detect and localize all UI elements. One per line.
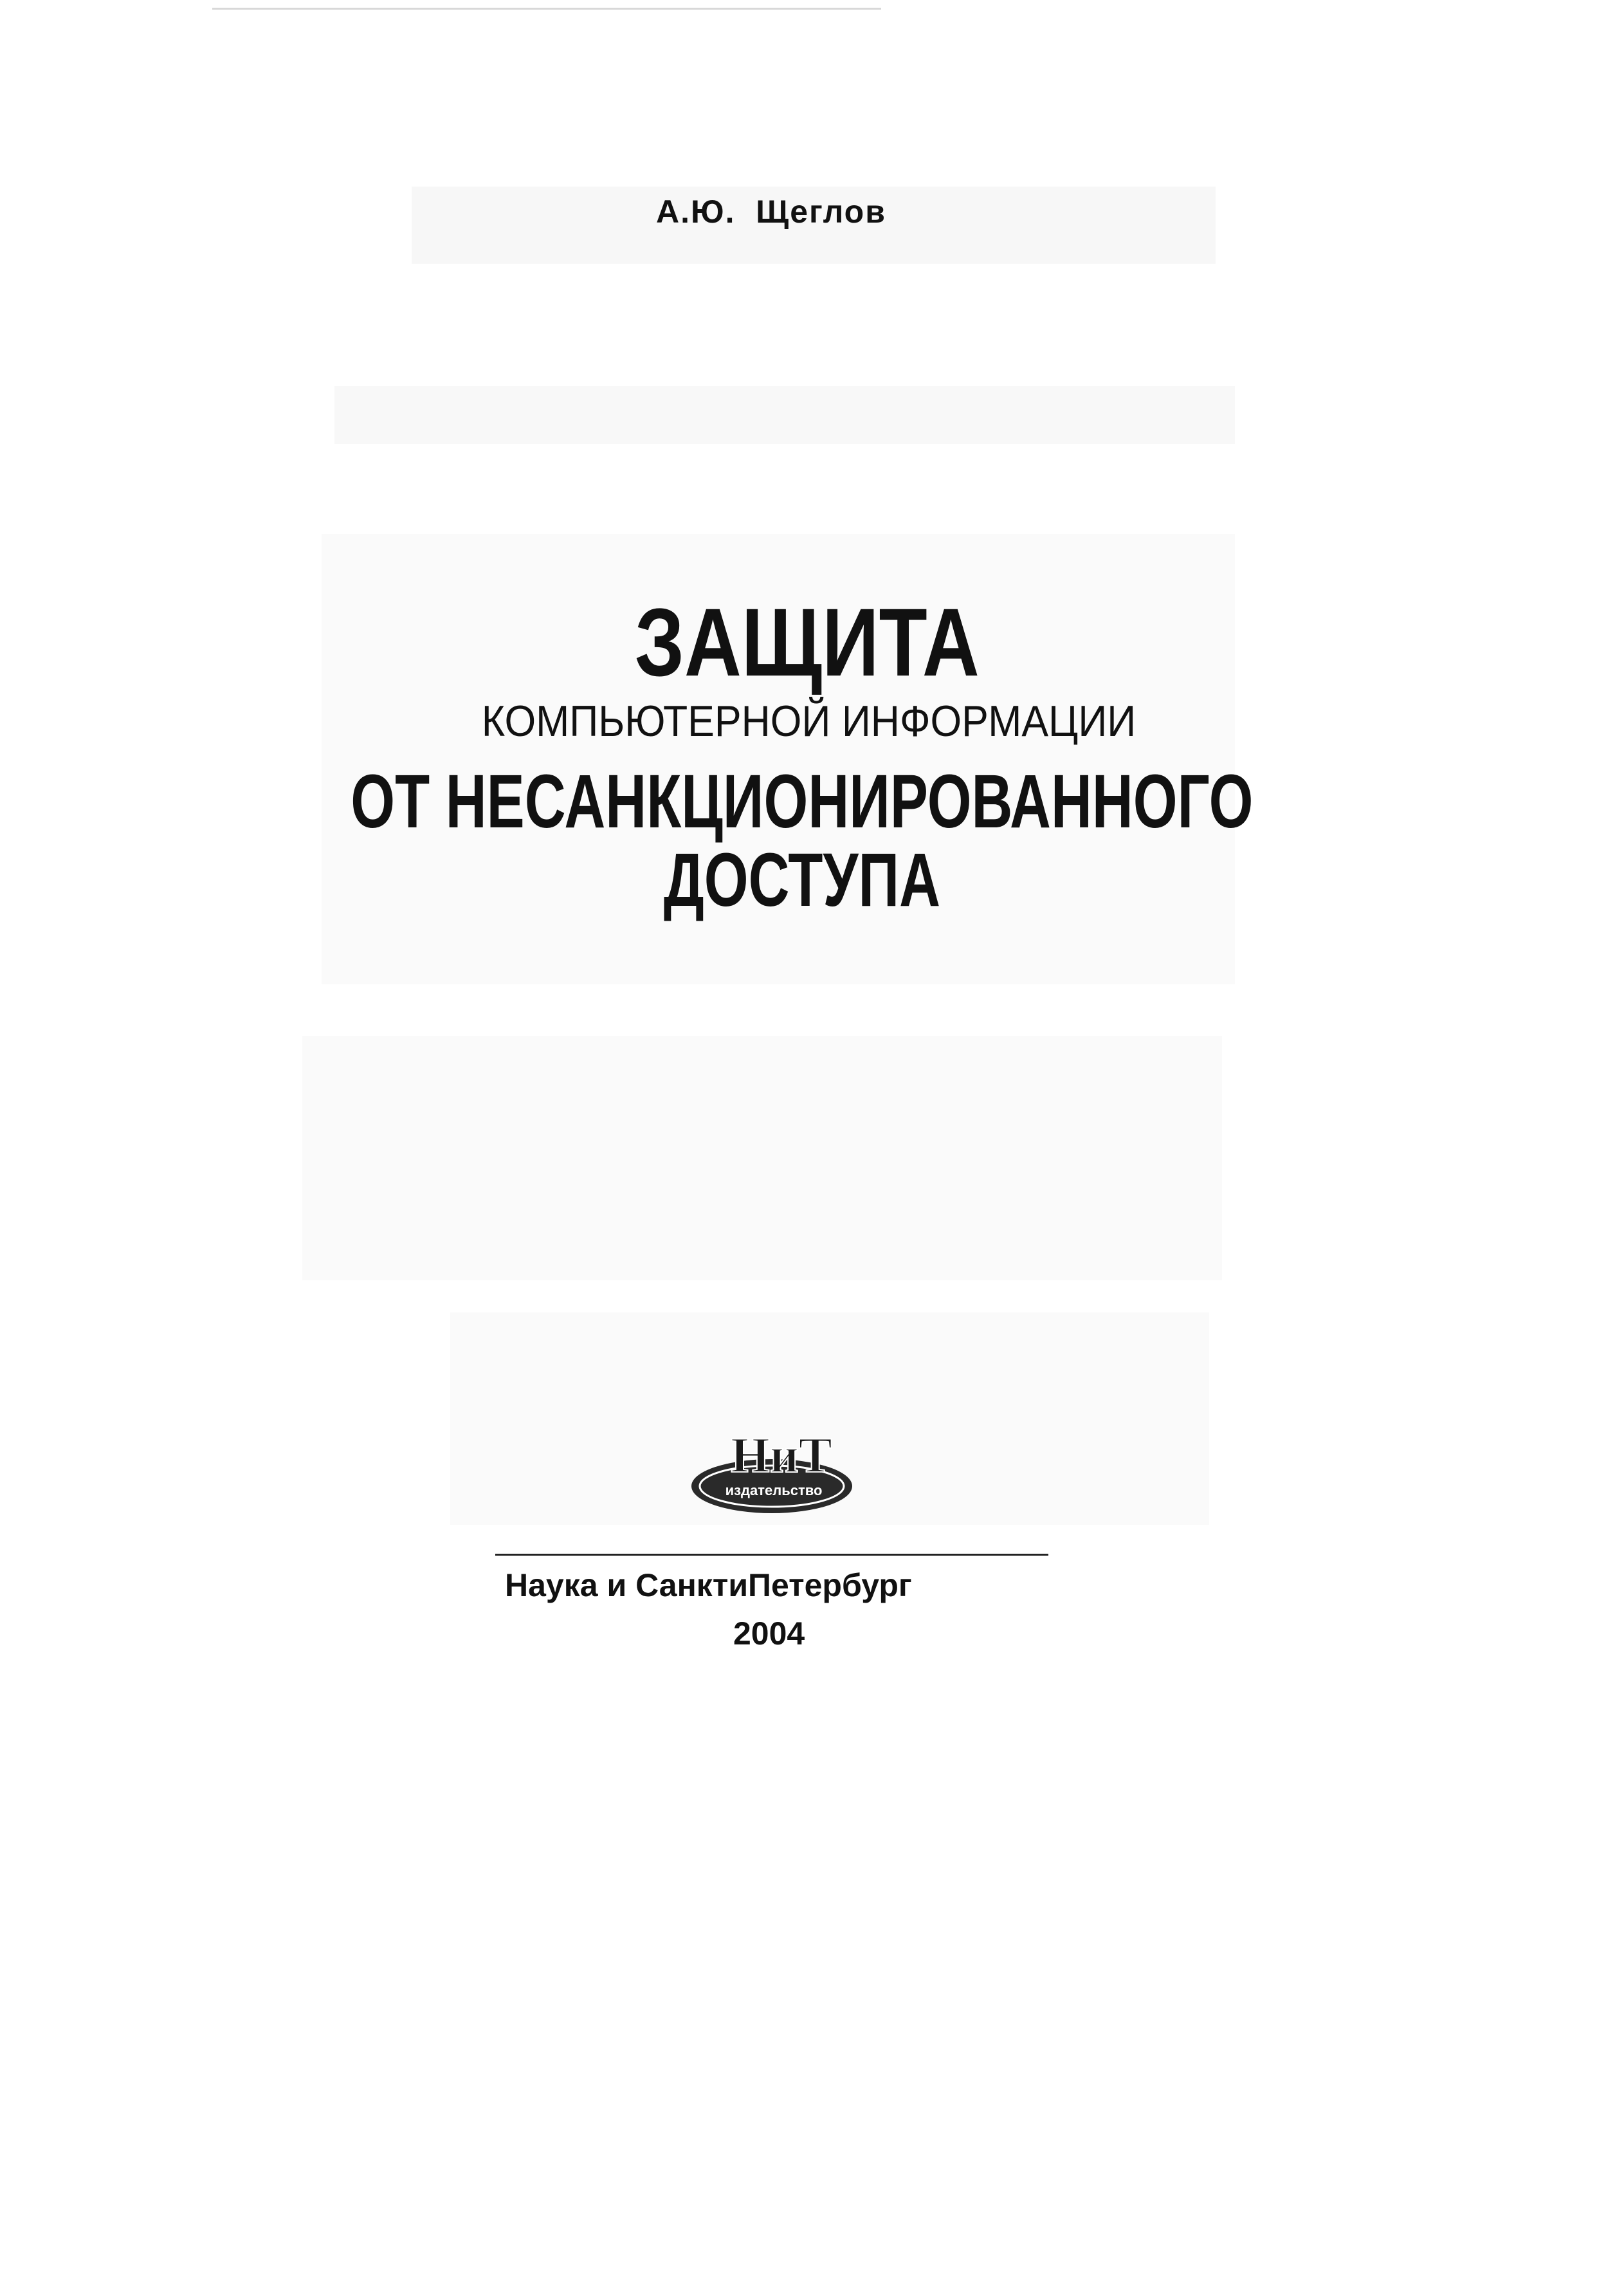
publisher-divider — [495, 1554, 1048, 1556]
title-line-2: ОТ НЕСАНКЦИОНИРОВАННОГО — [351, 759, 1254, 844]
title-line-3: ДОСТУПА — [663, 838, 940, 923]
publisher-line: Наука и СанктиПетербург — [505, 1567, 912, 1603]
author-name: А.Ю. Щеглов — [656, 194, 886, 230]
show-through-block — [302, 1036, 1222, 1280]
publisher-logo — [685, 1422, 859, 1525]
show-through-block — [334, 386, 1235, 444]
title-subtitle: КОМПЬЮТЕРНОЙ ИНФОРМАЦИИ — [481, 697, 1136, 746]
logo-caption: издательство — [725, 1482, 823, 1498]
logo-text: НиТ — [731, 1427, 832, 1483]
publication-year: 2004 — [733, 1615, 805, 1652]
title-main: ЗАЩИТА — [634, 588, 980, 696]
scan-edge-line — [212, 8, 881, 10]
